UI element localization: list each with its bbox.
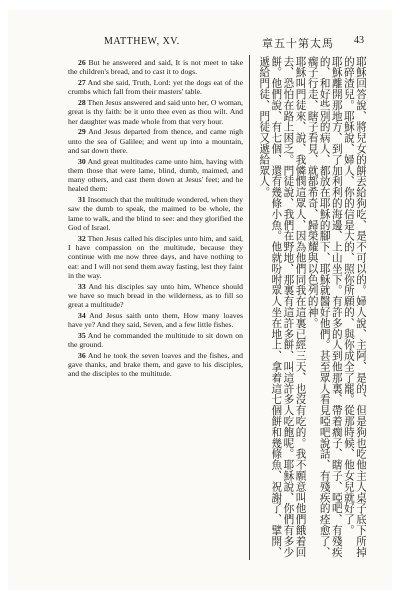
verse-number: 35 bbox=[78, 330, 86, 340]
verse-text: And Jesus saith unto them, How many loaves have ye? And they said, Seven, and a few little fishes. bbox=[68, 310, 243, 330]
verse-text: And great multitudes came unto him, having with them those that were lame, blind, dumb, maimed, and many others, and cast them down at Jesus' feet; and he healed them: bbox=[68, 156, 244, 194]
verse-36 bbox=[68, 351, 243, 379]
chinese-column bbox=[254, 56, 366, 564]
chinese-paragraph: 耶穌叫門徒來、說、我憐憫這眾人、因為他們同我在這裏已經三天、也沒有吃的。我不願意叫他們餓着回去、恐怕在路上困乏。門徒說、我們在野地、那裏有這許多餅、叫這許多人吃飽呢。耶穌說、你們有多少餅。他們說、有七個、還有幾條小魚。他就吩咐眾人坐在地上、拿着這七個餅和幾條魚、祝謝了、擘開、遞給門徒、門徒又遞給眾人。 bbox=[258, 56, 306, 558]
verse-number: 33 bbox=[78, 281, 86, 291]
page-number: 43 bbox=[354, 35, 364, 46]
verse-29 bbox=[68, 127, 243, 155]
verse-text: And his disciples say unto him, Whence should we have so much bread in the wilderness, as to fill so great a multitude? bbox=[68, 281, 244, 310]
english-column bbox=[68, 58, 243, 380]
bible-page bbox=[8, 10, 392, 590]
verse-number: 32 bbox=[78, 233, 86, 243]
verse-number: 29 bbox=[78, 127, 86, 137]
verse-text: Then Jesus answered and said unto her, O woman, great is thy faith: be it unto thee even as thou wilt. And her daughter was made whole from that very hour. bbox=[68, 97, 243, 126]
verse-28 bbox=[68, 98, 243, 126]
verse-number: 34 bbox=[78, 310, 86, 320]
chinese-paragraph: 耶穌離開那地方、到了加利利的海邊、上山坐下。有許多的人到他那裏、帶着瘸子、瞎子、啞吧、有殘疾的、和好些別的病人、都放在耶穌的腳下、耶穌就醫好他們。甚至眾人看見啞吧說話、有殘疾的痊愈了、瘸子行走、瞎子看見、就都希奇、歸榮耀與以色列的神。 bbox=[306, 56, 342, 558]
verse-text: But he answered and said, It is not meet to take the children's bread, and to cast it to dogs. bbox=[68, 58, 244, 77]
verse-text: And he commanded the multitude to sit down on the ground. bbox=[68, 330, 243, 350]
verse-33 bbox=[68, 282, 243, 310]
verse-27 bbox=[68, 78, 243, 97]
column-divider bbox=[249, 55, 250, 560]
verse-number: 31 bbox=[78, 195, 86, 205]
verse-text: Then Jesus called his disciples unto him, and said, I have compassion on the multitude, because they continue with me now three days, and have nothing to eat: and I will not send them away fasting, lest they faint in the way. bbox=[68, 233, 243, 280]
chinese-paragraph: 耶穌回答說、將兒女的餅丟給狗吃、是不可以的。婦人說、主阿、是的、但是狗也吃他主人桌子底下所掉的碎渣兒。耶穌說、婦人、你的信是大的、照你所願的、與你成全了罷。從那時候、他女兒就好了。 bbox=[342, 56, 366, 558]
verse-30 bbox=[68, 157, 243, 194]
verse-34 bbox=[68, 311, 243, 330]
verse-number: 27 bbox=[78, 77, 86, 87]
verse-number: 28 bbox=[78, 97, 86, 107]
verse-number: 26 bbox=[78, 58, 86, 67]
verse-31 bbox=[68, 195, 243, 232]
verse-26 bbox=[68, 58, 243, 77]
verse-32 bbox=[68, 234, 243, 280]
verse-text: And Jesus departed from thence, and came nigh unto the sea of Galilee; and went up into a mountain, and sat down there. bbox=[68, 127, 243, 155]
verse-35 bbox=[68, 331, 243, 350]
running-head-english: MATTHEW, XV. bbox=[104, 36, 180, 47]
verse-number: 30 bbox=[78, 156, 86, 166]
running-head-chinese: 章五十第太馬 bbox=[262, 38, 334, 50]
verse-number: 36 bbox=[78, 350, 86, 360]
verse-text: And he took the seven loaves and the fishes, and gave thanks, and brake them, and gave to his disciples, and the disciples to the multitude. bbox=[68, 350, 243, 379]
verse-text: Insomuch that the multitude wondered, when they saw the dumb to speak, the maimed to be whole, the lame to walk, and the blind to see: and they glorified the God of Israel. bbox=[68, 195, 244, 232]
verse-text: And she said, Truth, Lord: yet the dogs eat of the crumbs which fall from their masters' table. bbox=[68, 77, 244, 97]
